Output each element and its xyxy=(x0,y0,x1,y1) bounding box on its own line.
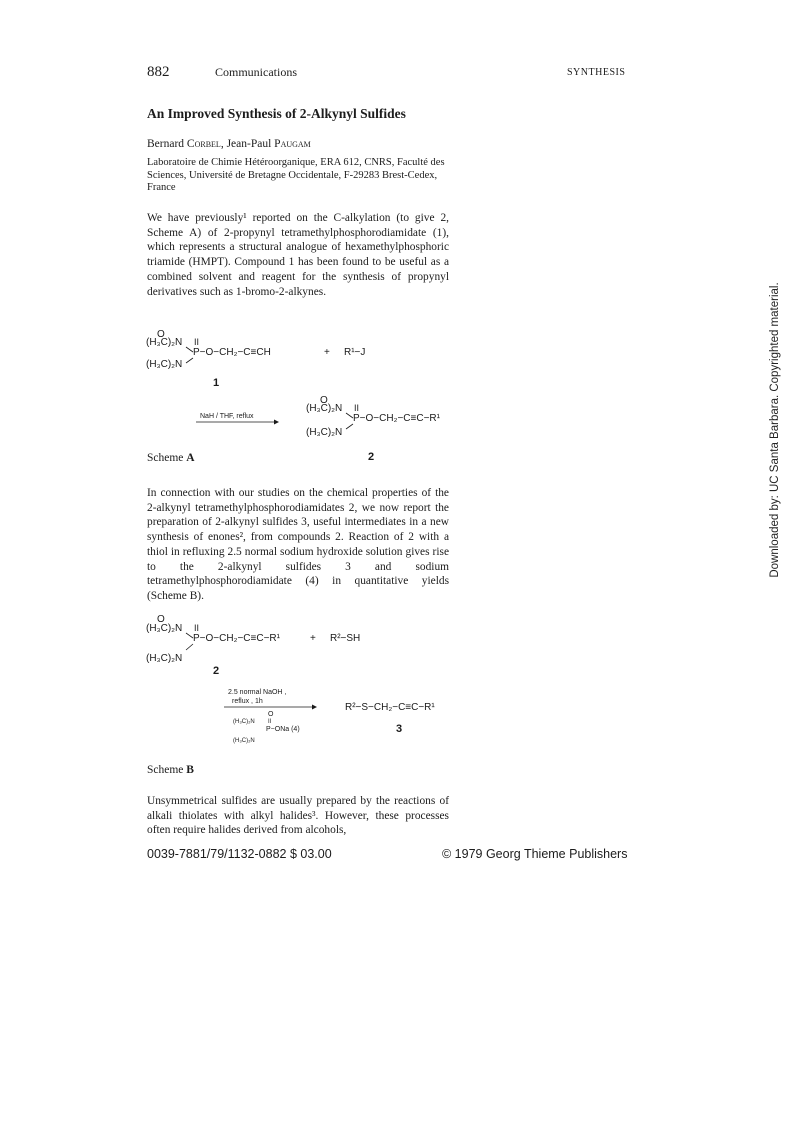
scheme-a-plus: + xyxy=(324,347,330,358)
footer-code: 0039-7881/79/1132-0882 $ 03.00 xyxy=(147,847,332,861)
scheme-b-byproduct-chain: P−ONa (4) xyxy=(266,726,300,733)
scheme-b-double-bond-1: II xyxy=(194,623,200,633)
scheme-b-byproduct-oxygen: O xyxy=(268,711,274,718)
author-last-name: Paugam xyxy=(274,138,311,150)
scheme-b-diagram xyxy=(140,610,480,760)
authors xyxy=(147,138,311,150)
affiliation: Laboratoire de Chimie Hétéroorganique, ERA 612, CNRS, Faculté des Sciences, Université de Bretagne Occidentale, F-29283 Brest-Cedex, France xyxy=(147,157,445,193)
scheme-a-compound-2: 2 xyxy=(368,451,375,463)
scheme-caption-prefix: Scheme xyxy=(147,452,187,464)
author-first-name: Jean-Paul xyxy=(226,138,272,150)
scheme-b-product: R²−S−CH₂−C≡C−R¹ xyxy=(345,702,435,713)
scheme-caption-label: B xyxy=(186,764,194,776)
scheme-b-plus: + xyxy=(310,633,316,644)
scheme-a-double-bond-2: II xyxy=(354,403,360,413)
scheme-b-conditions-2: reflux , 1h xyxy=(232,698,263,705)
scheme-b-amine-top-1: (H₃C)₂N xyxy=(146,623,183,634)
scheme-a-diagram xyxy=(140,325,480,465)
scheme-a-amine-top-2: (H₃C)₂N xyxy=(306,403,343,414)
scheme-b-byproduct-amine-bottom: (H₃C)₂N xyxy=(233,738,255,744)
author-first-name: Bernard xyxy=(147,138,185,150)
author-last-name: Corbel xyxy=(186,138,221,150)
scheme-a-amine-top-1: (H₃C)₂N xyxy=(146,337,183,348)
scheme-a-oxygen-2: O xyxy=(320,395,328,406)
download-notice: Downloaded by: UC Santa Barbara. Copyrighted material. xyxy=(769,282,781,578)
scheme-b-chain-1: P−O−CH₂−C≡C−R¹ xyxy=(193,633,280,644)
scheme-a-compound-1: 1 xyxy=(213,377,220,389)
scheme-caption-label: A xyxy=(186,452,195,464)
scheme-caption-prefix: Scheme xyxy=(147,764,187,776)
footer-copyright: © 1979 Georg Thieme Publishers xyxy=(442,847,628,861)
scheme-b-amine-bottom-1: (H₃C)₂N xyxy=(146,653,183,664)
scheme-a-chain-1: P−O−CH₂−C≡CH xyxy=(193,347,271,358)
scheme-b-byproduct-amine-top: (H₃C)₂N xyxy=(233,719,255,725)
scheme-b-conditions-1: 2.5 normal NaOH , xyxy=(228,689,287,696)
scheme-a-chain-2: P−O−CH₂−C≡C−R¹ xyxy=(353,413,440,424)
scheme-b-oxygen-1: O xyxy=(157,614,165,625)
article-title: An Improved Synthesis of 2-Alkynyl Sulfides xyxy=(147,106,406,121)
scheme-a-double-bond-1: II xyxy=(194,337,200,347)
paragraph-report: In connection with our studies on the chemical properties of the 2-alkynyl tetramethylphosphorodiamidates 2, we now report the preparation of 2-alkynyl sulfides 3, useful intermediates in a new synthesis of enones², from compounds 2. Reaction of 2 with a thiol in refluxing 2.5 normal sodium hydroxide solution gives rise to the 2-alkynyl sulfides 3 and sodium tetramethylphosphorodiamidate (4) in quantitative yields (Scheme B). xyxy=(147,487,449,602)
scheme-a-conditions: NaH / THF, reflux xyxy=(200,413,254,420)
scheme-a-amine-bottom-2: (H₃C)₂N xyxy=(306,427,343,438)
scheme-b-byproduct-double-bond: II xyxy=(268,719,272,725)
paragraph-intro: We have previously¹ reported on the C-alkylation (to give 2, Scheme A) of 2-propynyl tetramethylphosphorodiamidate (1), which represents a structural analogue of hexamethylphosphoric triamide (HMPT). Compound 1 has been found to be useful as a combined solvent and reagent for the synthesis of propynyl derivatives such as 1-bromo-2-alkynes. xyxy=(147,212,449,298)
scheme-b-caption xyxy=(147,764,194,776)
journal-name: SYNTHESIS xyxy=(567,67,626,78)
scheme-a-caption xyxy=(147,452,195,464)
scheme-b-compound-3: 3 xyxy=(396,723,403,735)
scheme-b-reagent: R²−SH xyxy=(330,633,361,644)
scheme-a-amine-bottom-1: (H₃C)₂N xyxy=(146,359,183,370)
paragraph-sulfides: Unsymmetrical sulfides are usually prepared by the reactions of alkali thiolates with alkyl halides³. However, these processes often require halides derived from alcohols, xyxy=(147,795,449,837)
page-number: 882 xyxy=(147,64,170,80)
journal-section: Communications xyxy=(215,65,297,79)
scheme-a-reagent: R¹−J xyxy=(344,347,366,358)
author-separator: , xyxy=(220,138,227,150)
scheme-b-compound-2: 2 xyxy=(213,665,220,677)
scheme-a-oxygen-1: O xyxy=(157,329,165,340)
